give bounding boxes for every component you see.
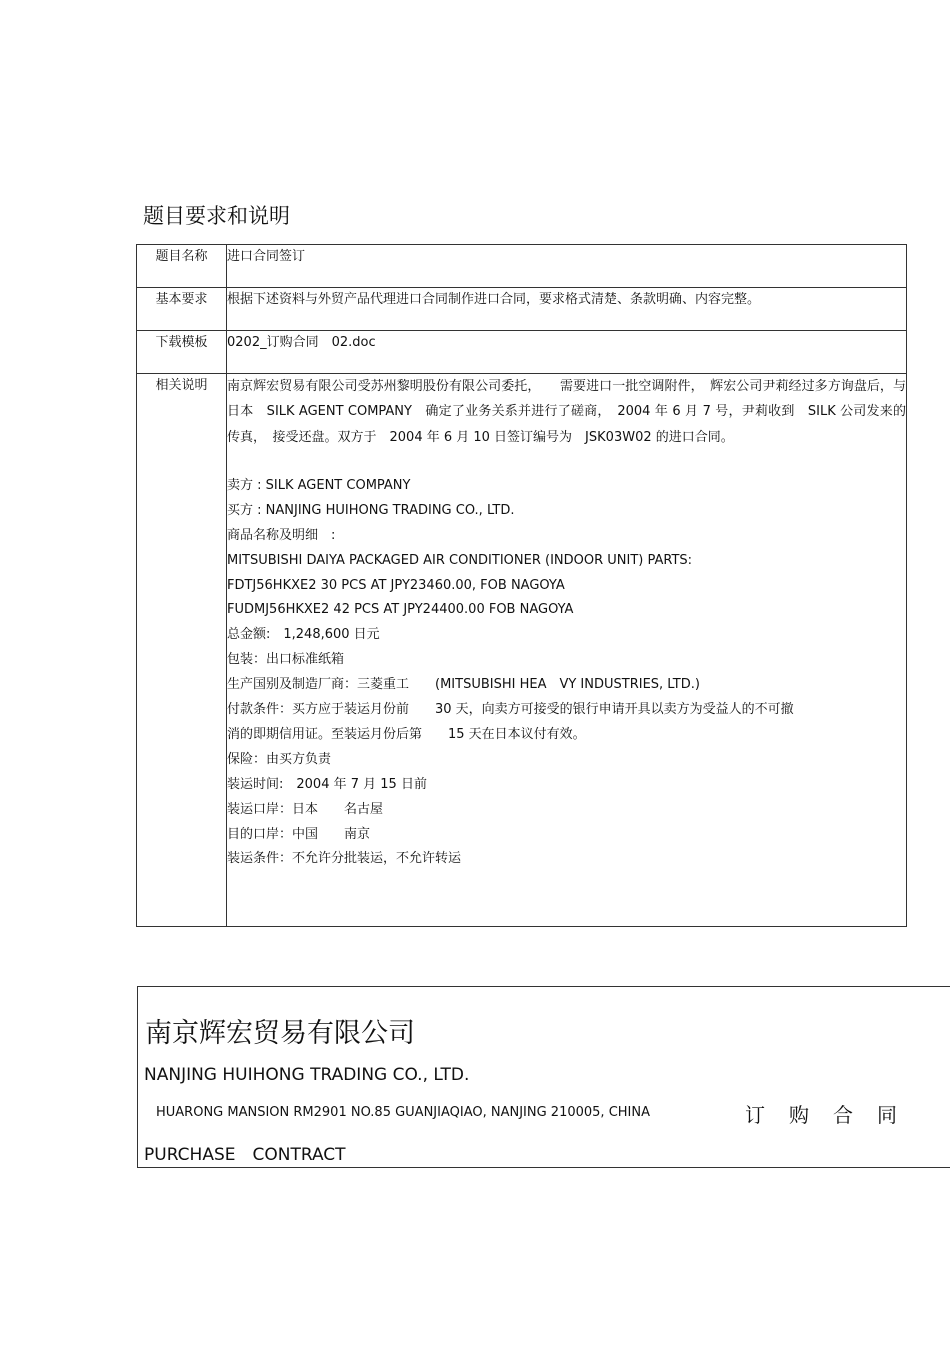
note-line: FDTJ56HKXE2 30 PCS AT JPY23460.00, FOB NAGOYA bbox=[227, 577, 565, 593]
row-value: 进口合同签订 bbox=[227, 245, 907, 288]
note-line: FUDMJ56HKXE2 42 PCS AT JPY24400.00 FOB NAGOYA bbox=[227, 602, 574, 618]
table-row bbox=[137, 331, 907, 374]
page-title: 题目要求和说明 bbox=[143, 204, 290, 228]
note-line: 总金额: 1,248,600 日元 bbox=[227, 627, 380, 643]
company-name-cn: 南京辉宏贸易有限公司 bbox=[145, 1018, 415, 1049]
note-line: 目的口岸：中国 南京 bbox=[227, 826, 371, 842]
spacer bbox=[227, 450, 906, 474]
contract-header bbox=[137, 986, 950, 1168]
company-name-en: NANJING HUIHONG TRADING CO., LTD. bbox=[144, 1065, 470, 1085]
note-line: 装运口岸：日本 名古屋 bbox=[227, 801, 384, 817]
contract-title-en: PURCHASE CONTRACT bbox=[144, 1145, 346, 1165]
row-value: 根据下述资料与外贸产品代理进口合同制作进口合同，要求格式清楚、条款明确、内容完整。 bbox=[227, 288, 907, 331]
row-label: 题目名称 bbox=[137, 245, 227, 288]
note-line: 生产国别及制造厂商：三菱重工 (MITSUBISHI HEA VY INDUSTRIES, LTD.) bbox=[227, 677, 700, 693]
note-line: 装运时间: 2004 年 7 月 15 日前 bbox=[227, 776, 427, 792]
row-label: 相关说明 bbox=[137, 374, 227, 927]
contract-title-cn: 订购合同 bbox=[745, 1103, 921, 1127]
note-line: 卖方 : SILK AGENT COMPANY bbox=[227, 477, 411, 493]
note-line: 包装：出口标准纸箱 bbox=[227, 652, 345, 668]
note-line: 买方 : NANJING HUIHONG TRADING CO., LTD. bbox=[227, 502, 515, 518]
notes-cell bbox=[227, 374, 907, 927]
table-row bbox=[137, 245, 907, 288]
notes-intro: 南京辉宏贸易有限公司受苏州黎明股份有限公司委托， 需要进口一批空调附件， 辉宏公司尹莉经过多方询盘后，与日本 SILK AGENT COMPANY 确定了业务关系并进行了磋商， 2004 年 6 月 7 号，尹莉收到 SILK 公司发来的传真， 接受还盘。双方于 2004 年 6 月 10 日签订编号为 JSK03W02 的进口合同。 bbox=[227, 379, 906, 445]
note-line: 保险：由买方负责 bbox=[227, 751, 332, 767]
note-line: 付款条件：买方应于装运月份前 30 天，向卖方可接受的银行申请开具以卖方为受益人的不可撤 bbox=[227, 702, 794, 718]
note-line: 商品名称及明细 : bbox=[227, 527, 336, 543]
note-line: MITSUBISHI DAIYA PACKAGED AIR CONDITIONER (INDOOR UNIT) PARTS: bbox=[227, 552, 693, 568]
requirements-table bbox=[136, 244, 907, 927]
table-row bbox=[137, 288, 907, 331]
template-link[interactable]: 0202_订购合同 02.doc bbox=[227, 331, 907, 374]
row-label: 下载模板 bbox=[137, 331, 227, 374]
row-label: 基本要求 bbox=[137, 288, 227, 331]
note-line: 消的即期信用证。至装运月份后第 15 天在日本议付有效。 bbox=[227, 726, 586, 742]
note-line: 装运条件：不允许分批装运，不允许转运 bbox=[227, 851, 462, 867]
company-address: HUARONG MANSION RM2901 NO.85 GUANJIAQIAO, NANJING 210005, CHINA bbox=[156, 1105, 650, 1120]
table-row bbox=[137, 374, 907, 927]
